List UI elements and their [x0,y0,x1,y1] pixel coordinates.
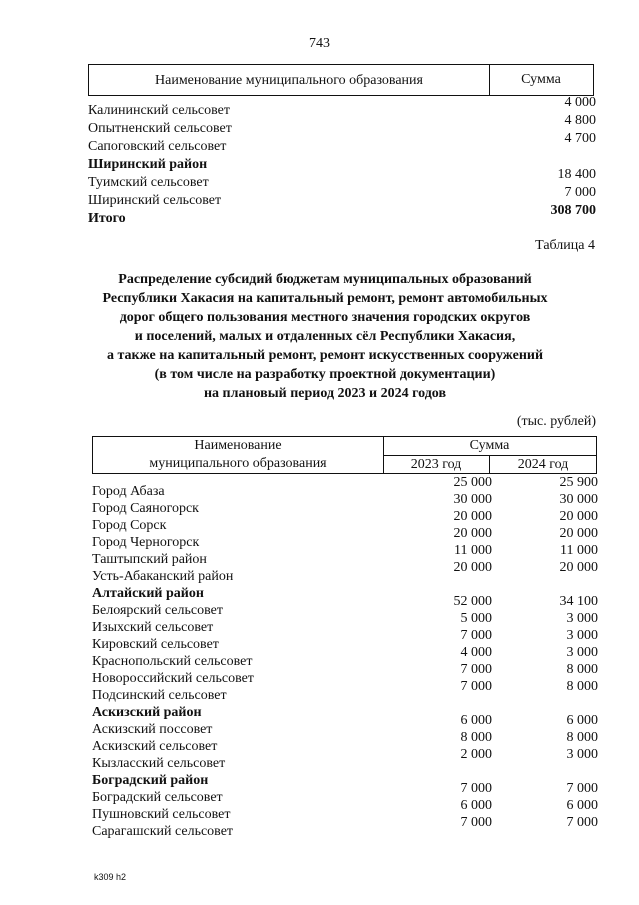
row-name: Алтайский район [92,586,204,601]
table-row [92,611,598,635]
table-row [92,730,598,754]
row-value-2023: 6 000 [460,713,492,728]
row-value-2024: 8 000 [566,662,598,677]
row-name: Ширинский сельсовет [88,193,222,208]
table1-header-name: Наименование муниципального образования [89,65,490,95]
table-row [92,815,598,839]
row-value-2024: 6 000 [566,798,598,813]
row-value-2023: 7 000 [460,815,492,830]
table-row [92,662,598,686]
row-value-2024: 7 000 [566,781,598,796]
table-row-district [92,700,598,718]
table1-row [88,131,596,156]
table-row [92,747,598,771]
row-value-2023: 7 000 [460,781,492,796]
row-name: Новороссийский сельсовет [92,671,254,686]
row-value-2023: 7 000 [460,679,492,694]
table1-row-total [88,203,596,228]
title-line: а также на капитальный ремонт, ремонт искусственных сооружений [106,348,544,363]
row-value: 18 400 [557,167,596,182]
table2-header-year-2024: 2024 год [517,457,569,472]
row-name: Город Черногорск [92,535,200,550]
row-name: Аскизский сельсовет [92,739,218,754]
table2-header [92,436,597,474]
title-line: Распределение субсидий бюджетам муниципальных образований [118,272,532,287]
table2-header-name [93,437,384,473]
title-line: дорог общего пользования местного значения городских округов [119,310,531,325]
title-line: Республики Хакасия на капитальный ремонт, ремонт автомобильных [102,291,548,306]
table-row [92,628,598,652]
row-value-2023: 8 000 [460,730,492,745]
table1-row [88,185,596,210]
table-row [92,526,598,550]
row-value-2023: 6 000 [460,798,492,813]
units-label: (тыс. рублей) [516,414,596,429]
table-row [92,594,598,618]
row-value: 308 700 [550,203,596,218]
row-name: Ширинский район [88,157,208,172]
row-value: 7 000 [564,185,596,200]
table-row [92,645,598,669]
table2-header-year-2023: 2023 год [383,456,490,473]
table-row [92,509,598,533]
title-line: на плановый период 2023 и 2024 годов [203,386,447,401]
table1-row [88,95,596,120]
row-name: Город Саяногорск [92,501,199,516]
row-name: Белоярский сельсовет [92,603,223,618]
row-value: 4 700 [564,131,596,146]
row-value-2024: 8 000 [566,679,598,694]
row-value-2024: 25 900 [559,475,598,490]
table-row-district [92,581,598,599]
row-name: Сарагашский сельсовет [92,824,234,839]
row-name: Сапоговский сельсовет [88,139,227,154]
row-value-2024: 6 000 [566,713,598,728]
row-name: Боградский сельсовет [92,790,223,805]
row-value-2024: 3 000 [566,628,598,643]
row-value: 4 000 [564,95,596,110]
page-number: 743 [309,36,330,51]
row-name: Город Абаза [92,484,165,499]
row-value-2023: 5 000 [460,611,492,626]
table-row [92,713,598,737]
row-value-2023: 11 000 [454,543,492,558]
row-name: Подсинский сельсовет [92,688,227,703]
row-name: Боградский район [92,773,209,788]
row-value-2023: 25 000 [453,475,492,490]
row-name: Аскизский район [92,705,202,720]
table-title [60,270,590,403]
row-name: Калининский сельсовет [88,103,230,118]
row-value-2024: 20 000 [559,526,598,541]
row-value-2024: 3 000 [566,645,598,660]
row-value-2024: 3 000 [566,611,598,626]
header-name-line2: муниципального образования [149,456,327,471]
row-value: 4 800 [564,113,596,128]
row-value-2023: 7 000 [460,662,492,677]
title-line: (в том числе на разработку проектной документации) [154,367,496,382]
table1-row [88,167,596,192]
row-value-2024: 34 100 [559,594,598,609]
row-name: Город Сорск [92,518,167,533]
row-name: Кировский сельсовет [92,637,219,652]
row-name: Изыхский сельсовет [92,620,214,635]
row-name: Аскизский поссовет [92,722,213,737]
row-name: Усть-Абаканский район [92,569,234,584]
row-name: Опытненский сельсовет [88,121,232,136]
row-name: Кызласский сельсовет [92,756,226,771]
row-value-2023: 20 000 [453,526,492,541]
row-name: Таштыпский район [92,552,207,567]
table1-header [88,64,594,96]
table-row [92,679,598,703]
row-value-2023: 4 000 [460,645,492,660]
table1-row [88,113,596,138]
row-value-2024: 3 000 [566,747,598,762]
table-row-district [92,768,598,786]
table1-header-sum: Сумма [521,72,561,87]
table2-header-sum: Сумма [383,437,596,456]
row-name: Краснопольский сельсовет [92,654,253,669]
table-row [92,492,598,516]
table-label: Таблица 4 [535,238,595,253]
table-row [92,475,598,499]
row-name: Итого [88,211,126,226]
row-value-2023: 20 000 [453,560,492,575]
table-row [92,543,598,567]
table-row [92,560,598,584]
footer-code: k309 h2 [94,872,127,882]
row-value-2024: 8 000 [566,730,598,745]
row-value-2024: 11 000 [560,543,598,558]
row-value-2023: 20 000 [453,509,492,524]
row-value-2024: 7 000 [566,815,598,830]
row-value-2024: 30 000 [559,492,598,507]
table-row [92,798,598,822]
row-value-2023: 2 000 [460,747,492,762]
table-row [92,781,598,805]
header-name-line1: Наименование [194,438,282,453]
table1-row-district [88,156,596,174]
row-value-2024: 20 000 [559,560,598,575]
row-value-2024: 20 000 [559,509,598,524]
row-name: Туимский сельсовет [88,175,209,190]
title-line: и поселений, малых и отдаленных сёл Республики Хакасия, [134,329,516,344]
row-value-2023: 30 000 [453,492,492,507]
row-value-2023: 52 000 [453,594,492,609]
row-value-2023: 7 000 [460,628,492,643]
row-name: Пушновский сельсовет [92,807,231,822]
